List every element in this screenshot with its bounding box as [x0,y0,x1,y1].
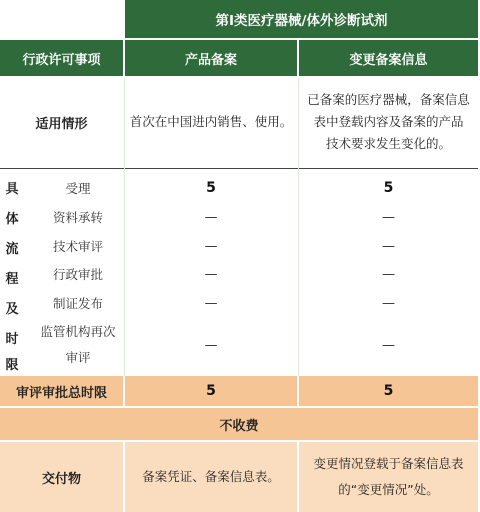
scope-change-filing [299,78,478,166]
col-header-product-filing: 产品备案 [125,40,297,76]
fee-label: 不收费 [0,408,478,440]
process-char-5: 及 [5,301,19,317]
total-label: 审评审批总时限 [0,376,123,406]
step-2-a: — [204,209,218,225]
step-2-b: — [382,209,395,225]
process-char-2: 体 [5,211,19,227]
total-a: 5 [125,376,297,406]
col-divider-2 [298,78,299,376]
process-char-1: 具 [5,181,19,197]
process-char-4: 程 [5,271,19,287]
header-blank-cell [0,0,123,38]
scope-change-line-3: 技术要求发生变化的。 [325,136,451,151]
step-6-b: — [382,337,395,353]
scope-change-line-1: 已备案的医疗器械，备案信息 [307,92,470,107]
scope-change-line-2: 表中登载内容及备案的产品 [313,114,464,129]
step-name-1: 受理 [65,181,91,196]
total-b: 5 [299,376,478,406]
step-5-a: — [204,295,218,311]
step-3-a: — [204,238,218,254]
scope-divider [0,168,478,169]
delivery-change-filing [299,442,478,512]
step-6-line-2: 审评 [65,350,91,365]
step-5-b: — [382,295,395,311]
delivery-change-line-2: 的“变更情况”处。 [338,482,439,497]
step-name-4: 行政审批 [52,267,103,282]
step-name-5: 制证发布 [52,296,103,311]
step-4-a: — [204,266,218,282]
step-name-2: 资料承转 [52,210,103,225]
step-3-b: — [382,238,395,254]
delivery-label: 交付物 [0,442,123,512]
delivery-product-filing: 备案凭证、备案信息表。 [125,442,297,512]
step-1-b: 5 [383,180,394,196]
step-name-6 [28,318,128,372]
col-header-item: 行政许可事项 [0,40,123,76]
scope-product-filing: 首次在中国进内销售、使用。 [129,114,293,129]
process-char-7: 限 [5,357,19,373]
process-char-6: 时 [5,331,19,347]
col-divider-1 [124,78,125,376]
step-4-b: — [382,266,395,282]
step-name-3: 技术审评 [52,239,103,254]
step-6-a: — [204,337,218,353]
col-header-change-filing: 变更备案信息 [299,40,478,76]
process-char-3: 流 [5,241,19,257]
scope-label: 适用情形 [35,116,88,132]
delivery-change-line-1: 变更情况登载于备案信息表 [313,456,464,471]
step-6-line-1: 监管机构再次 [40,324,116,339]
step-1-a: 5 [206,180,216,196]
table-title: 第Ⅰ类医疗器械/体外诊断试剂 [125,0,478,38]
